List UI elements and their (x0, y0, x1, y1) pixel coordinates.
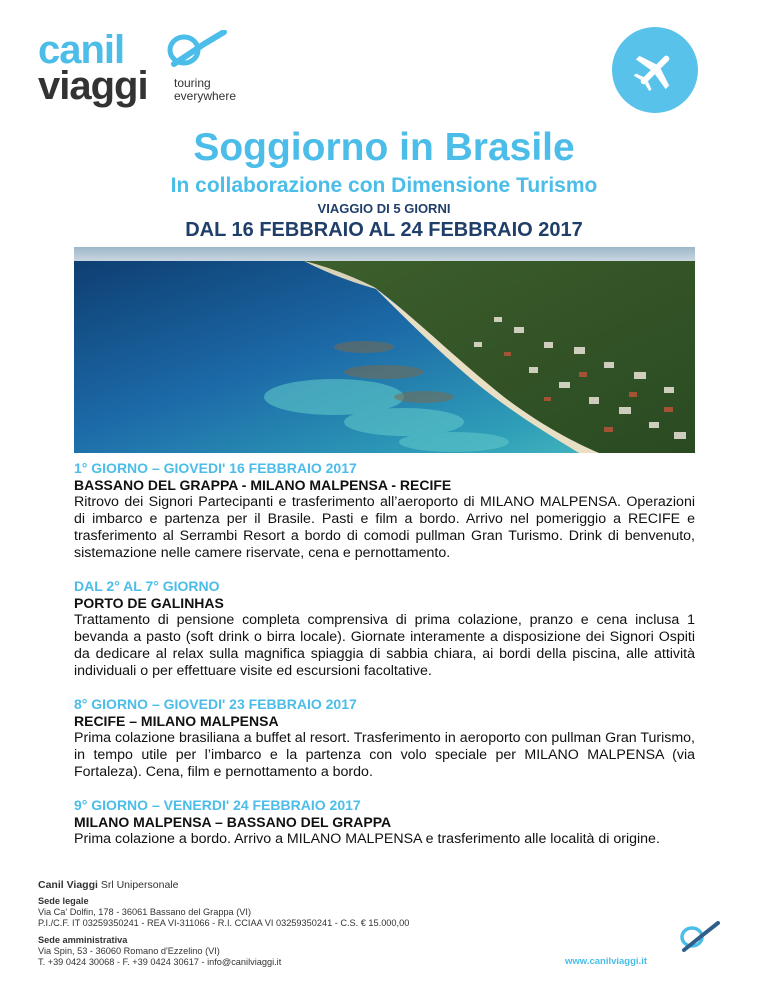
trip-dates: DAL 16 FEBBRAIO AL 24 FEBBRAIO 2017 (185, 219, 583, 241)
logo-swoosh-icon (158, 30, 238, 76)
airplane-icon (630, 45, 680, 95)
beach-aerial-illustration (74, 247, 695, 453)
admin-label: Sede amministrativa (38, 935, 128, 945)
day-description: Ritrovo dei Signori Partecipanti e trasferimento all’aeroporto di MILANO MALPENSA. Operazioni di imbarco e partenza per il Brasile. Pasti e film a bordo. Arrivo nel pomeriggio a RECIFE e trasferimento al Serrambi Resort a bordo di comodi pullman Gran Turismo. Drink di benvenuto, sistemazione nelle camere riservate, cena e pernottamento. (74, 494, 695, 561)
day-heading: 8° GIORNO – GIOVEDI' 23 FEBBRAIO 2017 (74, 696, 357, 712)
itinerary-day (74, 460, 695, 562)
footer-logo-icon (676, 917, 722, 957)
day-route: RECIFE – MILANO MALPENSA (74, 713, 279, 729)
day-heading: 1° GIORNO – GIOVEDI' 16 FEBBRAIO 2017 (74, 460, 357, 476)
day-heading: 9° GIORNO – VENERDI' 24 FEBBRAIO 2017 (74, 797, 361, 813)
itinerary-day (74, 578, 695, 680)
itinerary (74, 460, 695, 864)
logo-word-canil: canil (38, 28, 125, 72)
page-subtitle: In collaborazione con Dimensione Turismo (170, 174, 598, 197)
company-line (38, 880, 718, 891)
contacts: T. +39 0424 30068 - F. +39 0424 30617 - info@canilviaggi.it (38, 957, 282, 967)
day-description: Trattamento di pensione completa comprensiva di prima colazione, pranzo e cena inclusa 1 bevanda a pasto (soft drink o birra locale). Giornate interamente a disposizione dei Signori Ospiti da dedicare al relax sulla magnifica spiaggia di sabbia chiara, ai bordi della piscina, alle attività individuali o per effettuare visite ed escursioni facoltative. (74, 612, 695, 679)
company-name: Canil Viaggi (38, 879, 98, 891)
logo-word-viaggi: viaggi (38, 64, 148, 108)
legal-ids: P.I./C.F. IT 03259350241 - REA VI-311066 - R.I. CCIAA VI 03259350241 - C.S. € 15.000,00 (38, 918, 410, 928)
canil-viaggi-logo (38, 30, 268, 110)
website-link[interactable]: www.canilviaggi.it (565, 956, 647, 967)
beach-aerial-photo (74, 247, 695, 453)
day-route: MILANO MALPENSA – BASSANO DEL GRAPPA (74, 814, 392, 830)
day-description: Prima colazione a bordo. Arrivo a MILANO MALPENSA e trasferimento alle località di origine. (74, 831, 660, 847)
logo-tagline-line1: touring (174, 76, 211, 90)
admin-address: Via Spin, 53 - 36060 Romano d'Ezzelino (VI) (38, 946, 220, 956)
day-description: Prima colazione brasiliana a buffet al resort. Trasferimento in aeroporto con pullman Gran Turismo, in tempo utile per l’imbarco e la partenza con volo speciale per MILANO MALPENSA (via Fortaleza). Cena, film e pernottamento a bordo. (74, 730, 695, 780)
day-route: PORTO DE GALINHAS (74, 595, 224, 611)
airplane-badge (612, 27, 698, 113)
itinerary-day (74, 696, 695, 781)
page-title: Soggiorno in Brasile (193, 126, 575, 169)
itinerary-day (74, 797, 695, 848)
day-route: BASSANO DEL GRAPPA - MILANO MALPENSA - RECIFE (74, 477, 452, 493)
day-heading: DAL 2° AL 7° GIORNO (74, 578, 220, 594)
legal-label: Sede legale (38, 896, 89, 906)
footer (38, 880, 718, 968)
company-type: Srl Unipersonale (100, 879, 179, 891)
logo-tagline-line2: everywhere (174, 89, 237, 103)
logo-tagline (174, 77, 236, 103)
trip-duration: VIAGGIO DI 5 GIORNI (317, 201, 451, 216)
legal-address: Via Ca' Dolfin, 178 - 36061 Bassano del Grappa (VI) (38, 907, 252, 917)
